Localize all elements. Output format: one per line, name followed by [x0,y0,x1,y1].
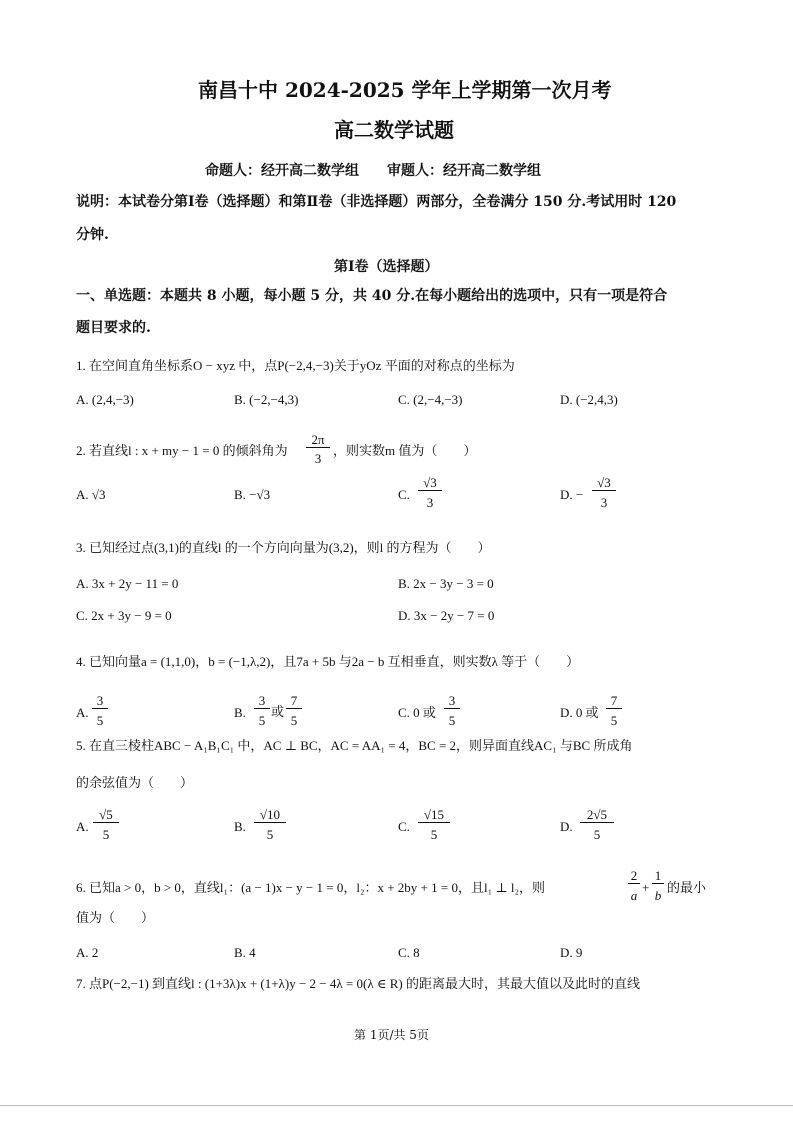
q4-option-b-den1: 5 [258,713,266,728]
q2-option-c-num: √3 [418,476,442,491]
q2-option-b: B. −√3 [234,487,271,502]
exam-subtitle: 高二数学试题 [334,118,454,142]
q3-stem: 3. 已知经过点(3,1)的直线l 的一个方向向量为(3,2)，则l 的方程为（ ） [76,540,491,555]
q4-option-b-label: B. [234,705,246,720]
q3-option-b: B. 2x − 3y − 3 = 0 [398,576,494,591]
q6-option-b: B. 4 [234,945,256,960]
q2-option-c-den: 3 [426,495,434,510]
q5-option-b-num: √10 [254,808,286,823]
exam-title: 南昌十中 2024-2025 学年上学期第一次月考 [198,78,612,102]
q6-stem-a: 6. 已知a > 0，b > 0，直线l₁：(a − 1)x − y − 1 = 0，l₂：x + 2by + 1 = 0，且l₁ ⊥ l₂，则 [76,880,545,895]
q4-option-b-num1: 3 [254,694,270,709]
q4-option-d-den: 5 [610,713,618,728]
q2-stem-a: 2. 若直线l : x + my − 1 = 0 的倾斜角为 [76,443,288,458]
q4-option-c-label: C. 0 或 [398,705,436,720]
q3-option-d: D. 3x − 2y − 7 = 0 [398,608,495,623]
instructions-line1: 说明：本试卷分第Ⅰ卷（选择题）和第Ⅱ卷（非选择题）两部分，全卷满分 150 分.考试用时 120 [76,194,677,210]
q1-stem: 1. 在空间直角坐标系O − xyz 中，点P(−2,4,−3)关于yOz 平面的对称点的坐标为 [76,358,515,373]
q6-frac2-num: 1 [652,869,664,884]
q2-stem-b: ，则实数m 值为（ ） [333,443,477,458]
q4-option-a-num: 3 [92,694,108,709]
q6-stem-line2: 值为（ ） [76,910,155,925]
q6-option-a: A. 2 [76,945,99,960]
q4-option-c-den: 5 [448,713,456,728]
q4-option-b-or: 或 [271,705,285,720]
q2-option-d-num: √3 [592,476,616,491]
q5-stem-line1: 5. 在直三棱柱ABC − A₁B₁C₁ 中，AC ⊥ BC，AC = AA₁ = 4，BC = 2，则异面直线AC₁ 与BC 所成角 [76,738,633,753]
q5-option-a-label: A. [76,819,89,834]
q4-option-b-num2: 7 [286,694,302,709]
q5-option-b-label: B. [234,819,246,834]
q2-frac-num: 2π [306,433,330,448]
q5-option-d-label: D. [560,819,573,834]
q1-option-a: A. (2,4,−3) [76,392,134,407]
q6-frac1-num: 2 [628,869,640,884]
q6-stem-b: 的最小 [667,880,707,895]
authors-line: 命题人：经开高二数学组 审题人：经开高二数学组 [205,163,541,179]
q5-option-d-num: 2√5 [580,808,614,823]
q4-stem: 4. 已知向量a = (1,1,0)，b = (−1,λ,2)，且7a + 5b 与2a − b 互相垂直，则实数λ 等于（ ） [76,654,580,669]
page-bottom-rule [0,1105,793,1106]
q1-option-b: B. (−2,−4,3) [234,392,299,407]
q5-option-c-num: √15 [418,808,450,823]
q2-option-c-label: C. [398,487,410,502]
q4-option-c-num: 3 [444,694,460,709]
q5-option-b-den: 5 [266,827,274,842]
q4-option-d-num: 7 [606,694,622,709]
q5-stem-line2: 的余弦值为（ ） [76,775,194,790]
q3-option-c: C. 2x + 3y − 9 = 0 [76,608,172,623]
q3-option-a: A. 3x + 2y − 11 = 0 [76,576,179,591]
q6-option-d: D. 9 [560,945,583,960]
q7-stem: 7. 点P(−2,−1) 到直线l : (1+3λ)x + (1+λ)y − 2 − 4λ = 0(λ ∈ R) 的距离最大时，其最大值以及此时的直线 [76,976,640,991]
q1-option-d: D. (−2,4,3) [560,392,618,407]
section-heading-line1: 一、单选题：本题共 8 小题，每小题 5 分，共 40 分.在每小题给出的选项中，只有一项是符合 [76,288,668,304]
q1-option-c: C. (2,−4,−3) [398,392,463,407]
q6-plus: + [642,880,650,895]
q5-option-c-den: 5 [430,827,438,842]
section-heading-line2: 题目要求的. [76,320,151,336]
q2-frac-den: 3 [314,451,322,466]
q5-option-a-den: 5 [102,827,110,842]
q6-frac2-den: b [654,888,662,903]
q2-option-d-den: 3 [600,495,608,510]
page-number: 第 1页/共 5页 [354,1028,429,1042]
part-title: 第Ⅰ卷（选择题） [334,259,439,275]
q5-option-a-num: √5 [93,808,119,823]
q4-option-d-label: D. 0 或 [560,705,599,720]
q5-option-c-label: C. [398,819,410,834]
q2-option-d-label: D. − [560,487,584,502]
q4-option-a-den: 5 [96,713,104,728]
q5-option-d-den: 5 [593,827,601,842]
q2-option-a: A. √3 [76,487,106,502]
q6-frac1-den: a [630,888,638,903]
q4-option-b-den2: 5 [290,713,298,728]
instructions-line2: 分钟. [76,227,109,243]
q4-option-a-label: A. [76,705,89,720]
q6-option-c: C. 8 [398,945,420,960]
